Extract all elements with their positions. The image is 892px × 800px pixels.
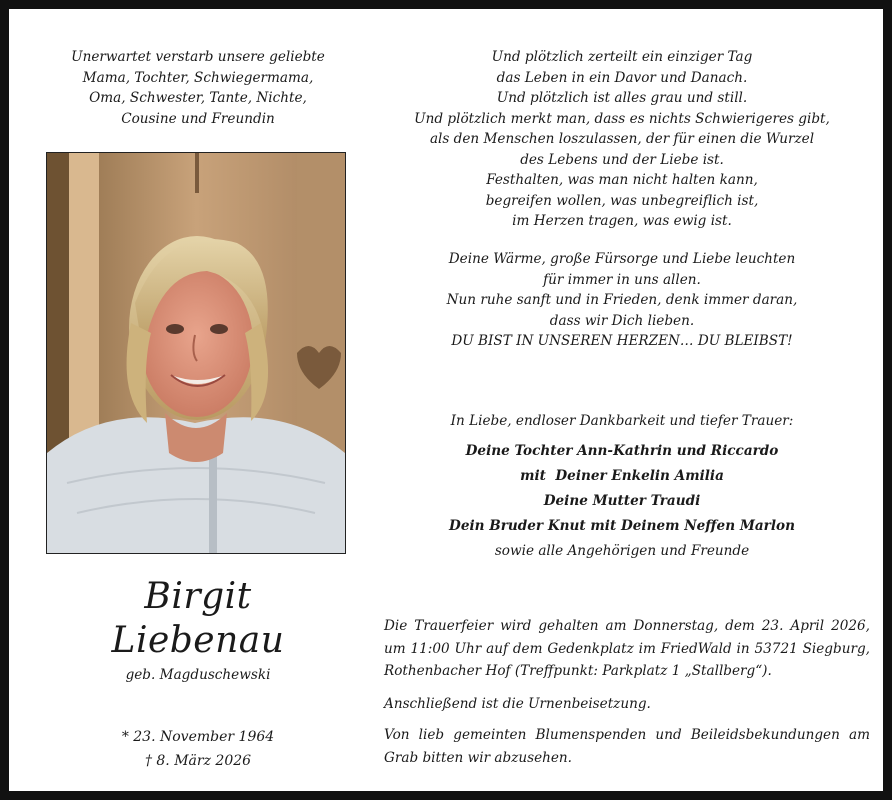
- mourner-line: Dein Bruder Knut mit Deinem Neffen Marlon: [449, 518, 795, 534]
- poem-line: dass wir Dich lieben.: [549, 312, 695, 329]
- poem-line: Festhalten, was man nicht halten kann,: [486, 172, 758, 188]
- poem-line: begreifen wollen, was unbegreiflich ist,: [485, 192, 759, 209]
- birth-date: * 23. November 1964: [121, 729, 275, 745]
- mourner-line: Deine Mutter Traudi: [543, 493, 701, 509]
- intro-line: Oma, Schwester, Tante, Nichte,: [89, 90, 307, 106]
- poem-line: Nun ruhe sanft und in Frieden, denk immer daran,: [446, 292, 798, 308]
- poem-line: Und plötzlich ist alles grau und still.: [496, 90, 748, 106]
- portrait-image: [47, 153, 345, 553]
- flowers-text: Von lieb gemeinten Blumenspenden und Beileidsbekundungen am Grab bitten wir abzusehen.: [384, 727, 870, 766]
- mourner-line: Deine Tochter Ann-Kathrin und Riccardo: [465, 443, 779, 459]
- poem-line: das Leben in ein Davor und Danach.: [496, 69, 748, 86]
- poem-line: als den Menschen loszulassen, der für einen die Wurzel: [429, 131, 815, 147]
- mourners-lead: In Liebe, endloser Dankbarkeit und tiefer Trauer:: [450, 413, 794, 429]
- poem-line: Deine Wärme, große Fürsorge und Liebe leuchten: [448, 251, 796, 267]
- service-info: [384, 615, 870, 769]
- burial-text: Anschließend ist die Urnenbeisetzung.: [384, 695, 651, 712]
- death-date: † 8. März 2026: [144, 753, 252, 769]
- intro-text: [39, 47, 357, 129]
- intro-line: Unerwartet verstarb unsere geliebte: [71, 49, 325, 65]
- poem-line: DU BIST IN UNSEREN HERZEN… DU BLEIBST!: [451, 333, 793, 349]
- deceased-name-block: [39, 575, 357, 685]
- poem-stanza-1: [389, 47, 855, 232]
- mourners-rest: sowie alle Angehörigen und Freunde: [494, 543, 750, 559]
- service-text: Die Trauerfeier wird gehalten am Donnerstag, dem 23. April 2026, um 11:00 Uhr auf dem Gedenkplatz im FriedWald in 53721 Siegburg, Rothenbacher Hof (Treffpunkt: Parkplatz 1 „Stallberg“).: [384, 618, 870, 679]
- poem-line: des Lebens und der Liebe ist.: [520, 151, 724, 168]
- intro-line: Mama, Tochter, Schwiegermama,: [82, 69, 314, 86]
- poem-line: Und plötzlich zerteilt ein einziger Tag: [491, 49, 753, 65]
- intro-line: Cousine und Freundin: [121, 110, 275, 127]
- last-name: Liebenau: [111, 620, 285, 661]
- life-dates: [39, 725, 357, 773]
- portrait-photo: [46, 152, 346, 554]
- poem-stanza-2: [389, 249, 855, 352]
- poem-line: für immer in uns allen.: [543, 271, 701, 288]
- born-name: geb. Magduschewski: [125, 667, 271, 683]
- poem-line: im Herzen tragen, was ewig ist.: [512, 213, 732, 229]
- first-name: Birgit: [144, 576, 252, 617]
- mourners-block: [389, 411, 855, 564]
- mourner-line: mit Deiner Enkelin Amilia: [520, 468, 724, 484]
- poem-line: Und plötzlich merkt man, dass es nichts Schwierigeres gibt,: [414, 110, 830, 127]
